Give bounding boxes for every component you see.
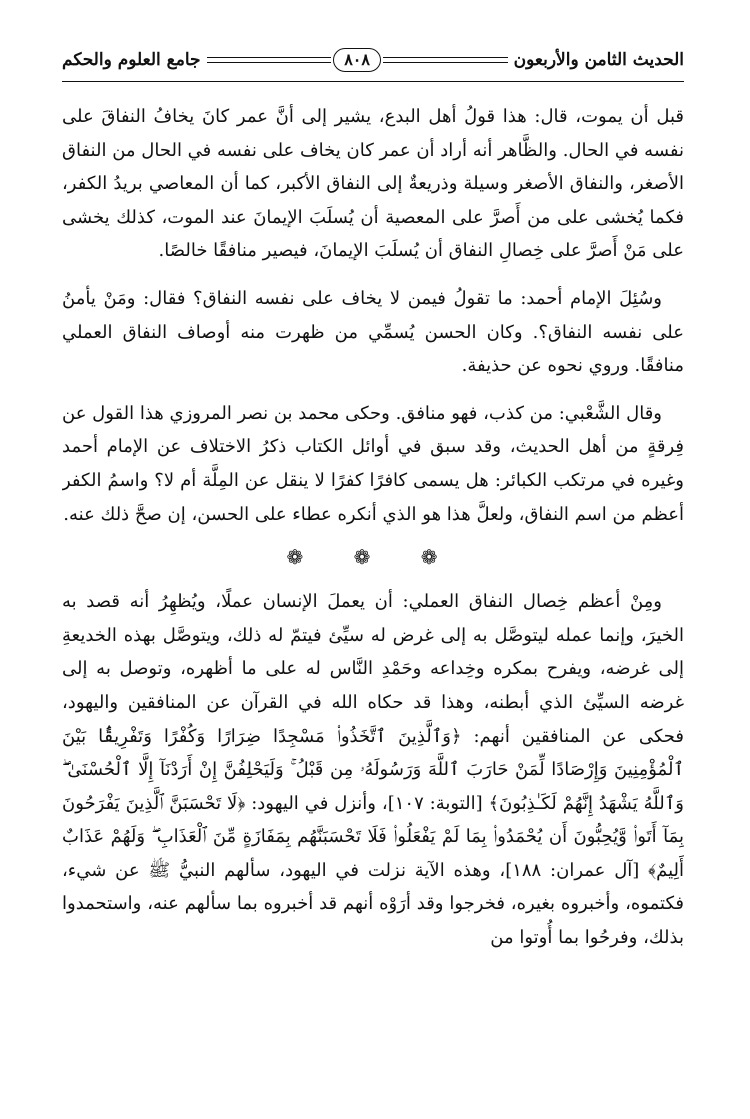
section-separator: ❁ ❁ ❁ xyxy=(286,545,460,570)
header-underline xyxy=(62,81,684,82)
paragraph-1: قبل أن يموت، قال: هذا قولُ أهل البدع، يشير إلى أنَّ عمر كانَ يخافُ النفاقَ على نفسه في الحال. والظَّاهر أنه أراد أن عمر كان يخاف على نفسه في الحال من النفاق الأصغر، والنفاق الأصغر وسيلة وذريعةٌ إلى النفاق الأكبر، كما أن المعاصي بريدُ الكفر، فكما يُخشى على من أَصرَّ على المعصية أن يُسلَبَ الإيمانَ عند الموت، كذلك يخشى على مَنْ أَصرَّ على خِصالِ النفاق أن يُسلَبَ الإيمانَ، فيصير منافقًا خالصًا. xyxy=(62,106,684,262)
page-number: ٨٠٨ xyxy=(333,48,381,72)
chapter-title: الحديث الثامن والأربعون xyxy=(513,50,684,70)
header-ornament xyxy=(207,48,508,72)
running-header xyxy=(62,40,684,80)
double-rule-left xyxy=(207,57,332,63)
paragraph-3: وقال الشَّعْبي: من كذب، فهو منافق. وحكى محمد بن نصر المروزي هذا القول عن فِرقةٍ من أهل الحديث، وقد سبق في أوائل الكتاب ذكرُ الاختلاف عن الإمام أحمد وغيره في مرتكب الكبائر: هل يسمى كافرًا كفرًا لا ينقل عن المِلَّة أم لا؟ واسمُ الكفر أعظم من اسم النفاق، ولعلَّ هذا هو الذي أنكره عطاء على الحسن، إن صحَّ ذلك عنه. xyxy=(62,402,684,525)
paragraph-2: وسُئِلَ الإمام أحمد: ما تقولُ فيمن لا يخاف على نفسه النفاق؟ فقال: ومَنْ يأمنُ على نفسه النفاق؟. وكان الحسن يُسمِّي من ظهرت منه أوصاف النفاق العملي منافقًا. وروي نحوه عن حذيفة. xyxy=(62,287,684,377)
double-rule-right xyxy=(383,57,508,63)
paragraph-4: ومِنْ أعظم خِصال النفاق العملي: أن يعملَ الإنسان عملًا، ويُظهِرُ أنه قصد به الخيرَ، وإنما عمله ليتوصَّل به إلى غرض له سيِّئ فيتمّ له ذلك، ويتوصَّل بهذه الخديعةِ إلى غرضه، ويفرح بمكره وخِداعه وحَمْدِ النَّاس له على ما أظهره، وتوصل به إلى غرضه السيِّئ الذي أبطنه، وهذا قد حكاه الله في القرآن عن المنافقين واليهود، فحكى عن المنافقين أنهم: ﴿وَٱلَّذِينَ ٱتَّخَذُوا۟ مَسْجِدًا ضِرَارًا وَكُفْرًا وَتَفْرِيقًۢا بَيْنَ ٱلْمُؤْمِنِينَ وَإِرْصَادًا لِّمَنْ حَارَبَ ٱللَّهَ وَرَسُولَهُۥ مِن قَبْلُ ۚ وَلَيَحْلِفُنَّ إِنْ أَرَدْنَآ إِلَّا ٱلْحُسْنَىٰ ۖ وَٱللَّهُ يَشْهَدُ إِنَّهُمْ لَكَـٰذِبُونَ﴾ [التوبة: ١٠٧]، وأنزل في اليهود: ﴿لَا تَحْسَبَنَّ ٱلَّذِينَ يَفْرَحُونَ بِمَآ أَتَوا۟ وَّيُحِبُّونَ أَن يُحْمَدُوا۟ بِمَا لَمْ يَفْعَلُوا۟ فَلَا تَحْسَبَنَّهُم بِمَفَازَةٍ مِّنَ ٱلْعَذَابِ ۖ وَلَهُمْ عَذَابٌ أَلِيمٌ﴾ [آل عمران: ١٨٨]، وهذه الآية نزلت في اليهود، سألهم النبيُّ ﷺ عن شيء، فكتموه، وأخبروه بغيره، فخرجوا وقد أرَوْه أنهم قد أخبروه بما سألهم عنه، واستحمدوا بذلك، وفرحُوا بما أُوتوا من xyxy=(62,591,684,949)
book-title: جامع العلوم والحكم xyxy=(62,50,201,70)
book-page xyxy=(62,40,684,1100)
page-body xyxy=(62,100,684,955)
